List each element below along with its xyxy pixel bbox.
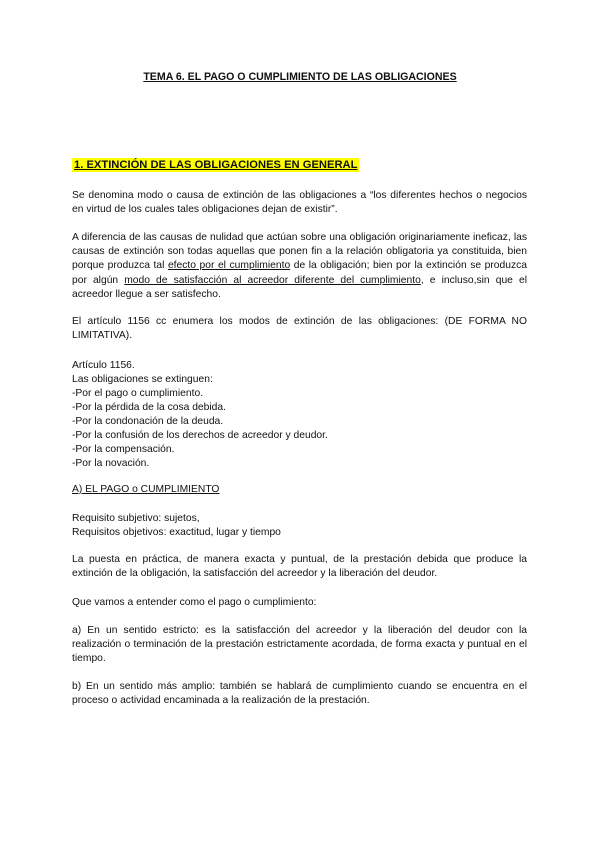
article-item: -Por la condonación de la deuda. bbox=[72, 416, 224, 427]
paragraph-articulo-1156: El artículo 1156 cc enumera los modos de extinción de las obligaciones: (DE FORMA NO LIMITATIVA). bbox=[72, 316, 527, 342]
section-heading-pago: A) EL PAGO o CUMPLIMIENTO bbox=[72, 484, 220, 495]
paragraph-pregunta: Que vamos a entender como el pago o cumplimiento: bbox=[72, 597, 317, 608]
paragraph-causas-extincion bbox=[72, 231, 527, 302]
paragraph-sentido-estricto: a) En un sentido estricto: es la satisfacción del acreedor y la liberación del deudor con la realización o terminación de la prestación estrictamente acordada, de forma exacta y puntual en el tiempo. bbox=[72, 625, 527, 665]
paragraph-definicion: Se denomina modo o causa de extinción de las obligaciones a “los diferentes hechos o negocios en virtud de los cuales tales obligaciones dejan de existir”. bbox=[72, 190, 527, 216]
section-heading-extincion: 1. EXTINCIÓN DE LAS OBLIGACIONES EN GENERAL bbox=[74, 159, 358, 171]
paragraph-sentido-amplio: b) En un sentido más amplio: también se hablará de cumplimiento cuando se encuentra en el proceso o actividad encaminada a la realización de la prestación. bbox=[72, 681, 527, 707]
article-intro: Las obligaciones se extinguen: bbox=[72, 374, 213, 385]
article-item: -Por la compensación. bbox=[72, 444, 175, 455]
paragraph-text: , e incluso,sin que el acreedor llegue a ser satisfecho. bbox=[72, 274, 527, 300]
paragraph-text: de la obligación; bien por la extinción se produzca por algún bbox=[72, 260, 527, 286]
article-item: -Por la novación. bbox=[72, 458, 150, 469]
article-item: -Por la pérdida de la cosa debida. bbox=[72, 402, 226, 413]
article-item: -Por el pago o cumplimiento. bbox=[72, 388, 204, 399]
document-title: TEMA 6. EL PAGO O CUMPLIMIENTO DE LAS OBLIGACIONES bbox=[143, 71, 457, 83]
article-title: Artículo 1156. bbox=[72, 360, 135, 371]
underlined-phrase-satisfaccion: modo de satisfacción al acreedor diferente del cumplimiento bbox=[124, 274, 421, 286]
requisito-subjetivo: Requisito subjetivo: sujetos, bbox=[72, 513, 200, 524]
paragraph-text: A diferencia de las causas de nulidad que actúan sobre una obligación originariamente ineficaz, las causas de extinción son todas aquellas que ponen fin a la relación obligatoria ya constituida, bien porque produzca tal bbox=[72, 232, 527, 272]
paragraph-puesta-en-practica: La puesta en práctica, de manera exacta y puntual, de la prestación debida que produce la extinción de la obligación, la satisfacción del acreedor y la liberación del deudor. bbox=[72, 554, 527, 580]
requisitos-objetivos: Requisitos objetivos: exactitud, lugar y tiempo bbox=[72, 527, 281, 538]
article-item: -Por la confusión de los derechos de acreedor y deudor. bbox=[72, 430, 328, 441]
underlined-phrase-cumplimiento: efecto por el cumplimiento bbox=[167, 260, 291, 272]
